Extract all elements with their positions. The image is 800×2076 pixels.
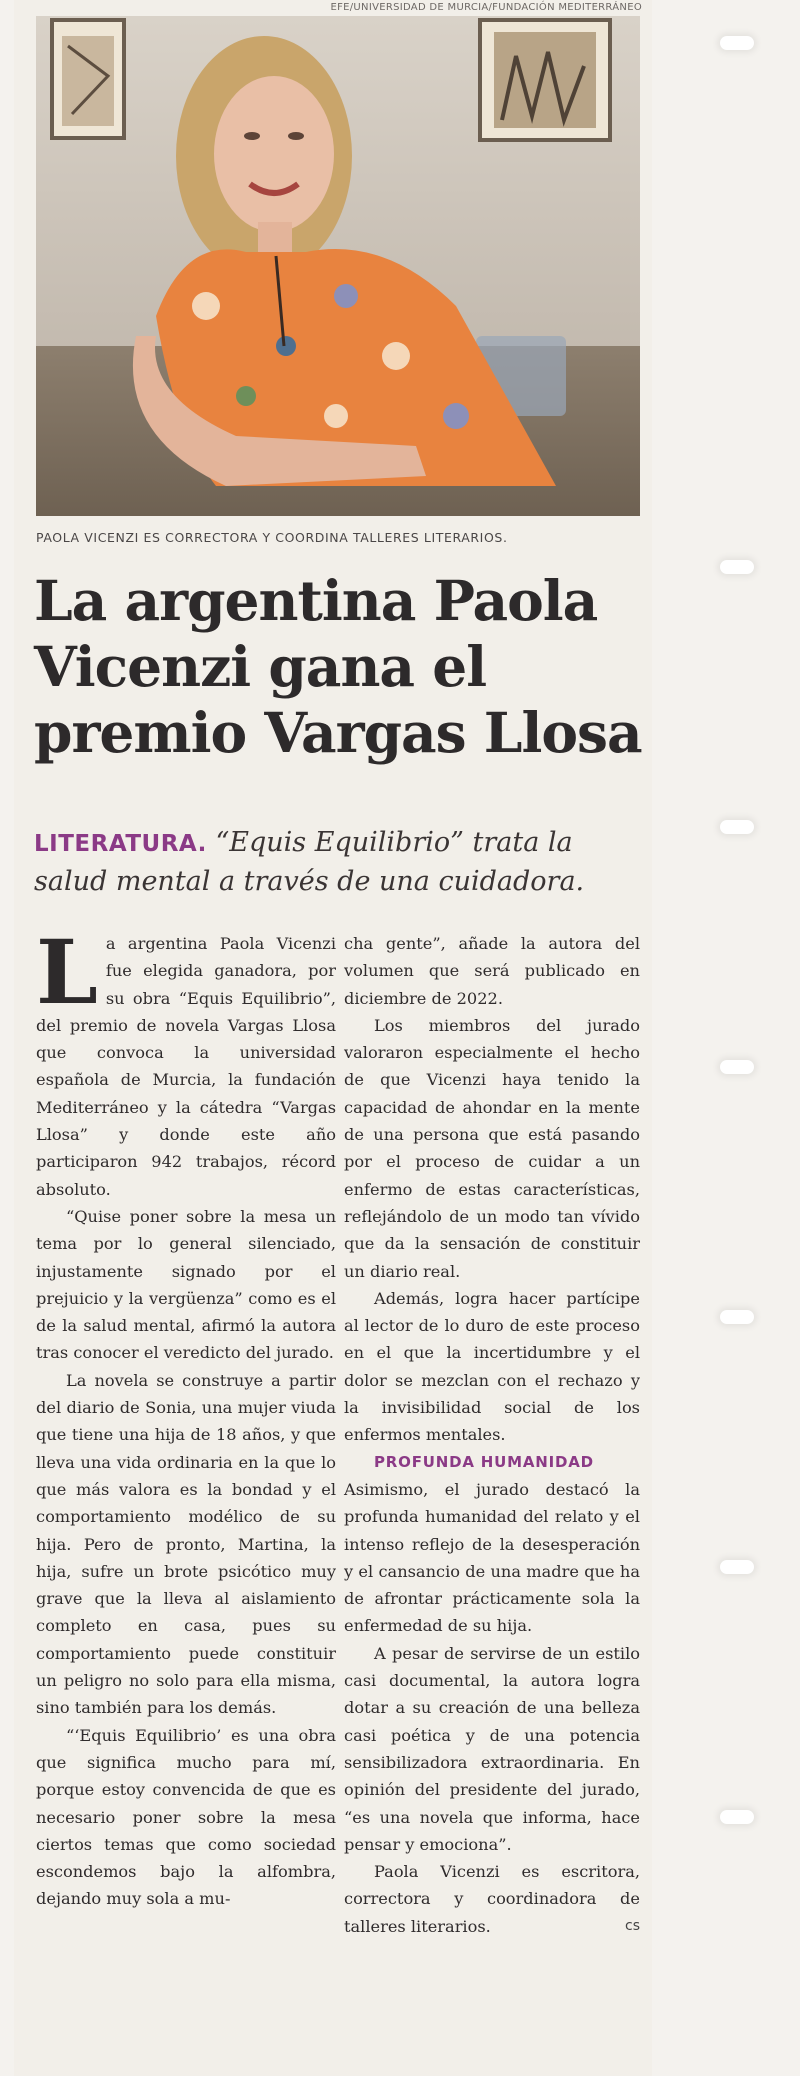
binder-punch-hole [720,1810,754,1824]
article-paragraph: “Quise poner sobre la mesa un tema por lo general silenciado, injustamente signado por el prejuicio y la vergüenza” como es el de la salud mental, afirmó la autora tras conocer el veredicto del jurado. [36,1206,336,1363]
article-paragraph: Asimismo, el jurado destacó la profunda humanidad del relato y el intenso reflejo de la desesperación y el cansancio de una madre que ha de afrontar prácticamente sola la enfermedad de su hija. [344,1479,640,1636]
article-paragraph: A pesar de servirse de un estilo casi documental, la autora logra dotar a su creación de una belleza casi poética y de una potencia sensibilizadora extraordinaria. En opinión del presidente del jurado, “es una novela que informa, hace pensar y emociona”. [344,1643,640,1854]
author-portrait-illustration [36,16,640,516]
paragraph-text: a argentina Paola Vicenzi fue elegida ganadora, por su obra “Equis Equilibrio”, del premio de novela Vargas Llosa que convoca la universidad española de Murcia, la fundación Mediterráneo y la cátedra “Vargas Llosa” y donde este año participaron 942 trabajos, récord absoluto. [36,934,336,1199]
article-paragraph: cha gente”, añade la autora del volumen que será publicado en diciembre de 2022. [344,934,640,1008]
article-column-2 [344,930,640,1940]
article-paragraph: “‘Equis Equilibrio’ es una obra que significa mucho para mí, porque estoy convencida de que es necesario poner sobre la mesa ciertos temas que como sociedad escondemos bajo la alfombra, dejando muy sola a mu- [36,1725,336,1909]
binder-punch-hole [720,1060,754,1074]
headline: La argentina Paola Vicenzi gana el premio Vargas Llosa [34,568,642,765]
article-paragraph [344,1858,640,1940]
section-title: PROFUNDA HUMANIDAD [374,1452,594,1471]
binder-punch-hole [720,1310,754,1324]
paragraph-text: Paola Vicenzi es escritora, correctora y coordinadora de talleres literarios. [344,1862,640,1936]
article-paragraph: Los miembros del jurado valoraron especialmente el hecho de que Vicenzi haya tenido la capacidad de ahondar en la mente de una persona que está pasando por el proceso de cuidar a un enfermo de estas características, reflejándolo de un modo tan vívido que da la sensación de constituir un diario real. [344,1015,640,1281]
drop-cap: L [36,920,98,1024]
subheadline [34,824,654,901]
article-paragraph: Además, logra hacer partícipe al lector de lo duro de este proceso en el que la incertidumbre y el dolor se mezclan con el rechazo y la invisibilidad social de los enfermos mentales. [344,1288,640,1445]
article-column-1 [36,920,336,1913]
author-photo [36,16,640,516]
binder-punch-hole [720,1560,754,1574]
photo-credit: EFE/UNIVERSIDAD DE MURCIA/FUNDACIÓN MEDITERRÁNEO [330,2,642,13]
photo-caption: PAOLA VICENZI ES CORRECTORA Y COORDINA TALLERES LITERARIOS. [36,530,508,545]
binder-punch-hole [720,560,754,574]
binder-punch-hole [720,36,754,50]
section-tag: LITERATURA. [34,831,207,857]
end-mark: cs [625,1917,640,1934]
binder-punch-hole [720,820,754,834]
article-paragraph: La novela se construye a partir del diario de Sonia, una mujer viuda que tiene una hija de 18 años, y que lleva una vida ordinaria en la que lo que más valora es la bondad y el comportamiento modélico de su hija. Pero de pronto, Martina, la hija, sufre un brote psicótico muy grave que la lleva al aislamiento completo en casa, pues su comportamiento puede constituir un peligro no solo para ella misma, sino también para los demás. [36,1370,336,1718]
subheadline-text: “Equis Equilibrio” trata la salud mental a través de una cuidadora. [34,827,585,897]
article-paragraph [36,920,336,1203]
